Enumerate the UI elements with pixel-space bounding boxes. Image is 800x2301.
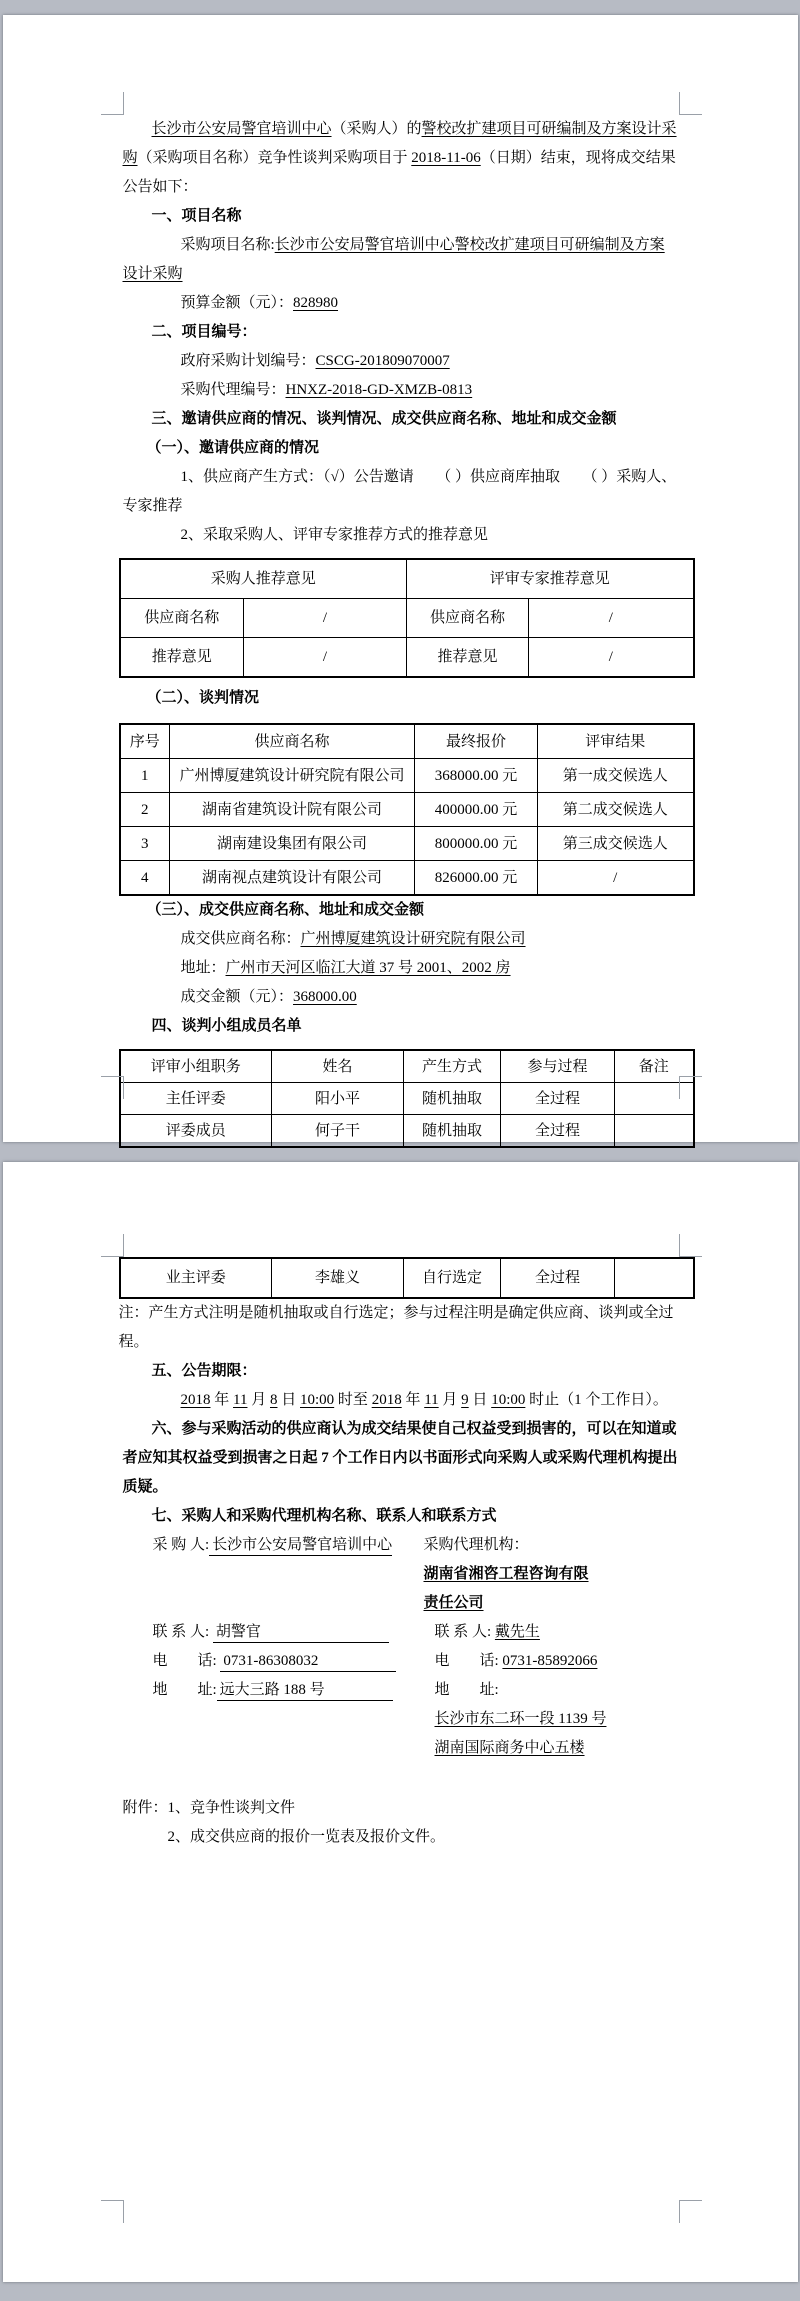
phone-value: 0731-86308032 xyxy=(220,1651,396,1672)
cell: / xyxy=(529,638,694,678)
cell: 推荐意见 xyxy=(407,638,529,678)
cell: 阳小平 xyxy=(272,1083,404,1115)
section-3-heading: 三、邀请供应商的情况、谈判情况、成交供应商名称、地址和成交金额 xyxy=(151,411,617,427)
cell: 第一成交候选人 xyxy=(538,759,694,793)
intro-paragraph: 长沙市公安局警官培训中心（采购人）的警校改扩建项目可研编制及方案设计采购（采购项目名称）竞争性谈判采购项目于 2018-11-06（日期）结束，现将成交结果公告如下： xyxy=(122,121,677,195)
section-7-heading: 七、采购人和采购代理机构名称、联系人和联系方式 xyxy=(151,1508,497,1524)
section-3-2-heading: （二）、谈判情况 xyxy=(146,690,260,706)
cell: 最终报价 xyxy=(415,724,538,759)
contact-value: 胡警官 xyxy=(213,1622,389,1643)
cell: 何子干 xyxy=(272,1115,404,1148)
cell: 推荐意见 xyxy=(120,638,244,678)
margin-corner-mark xyxy=(101,1076,124,1099)
section-3-3-heading: （三）、成交供应商名称、地址和成交金额 xyxy=(146,902,425,918)
document-page-2 xyxy=(3,1162,798,2282)
document-page-1 xyxy=(3,15,798,1142)
cell: 评审小组职务 xyxy=(120,1050,272,1083)
supplier-method-line: 1、供应商产生方式：（√）公告邀请 （ ）供应商库抽取 （ ）采购人、专家推荐 xyxy=(122,469,677,514)
cell xyxy=(615,1258,694,1298)
deal-amount-line: 成交金额（元）：368000.00 xyxy=(180,989,357,1005)
attachments-block xyxy=(123,1794,679,1852)
winner-address-line: 地址：广州市天河区临江大道 37 号 2001、2002 房 xyxy=(180,960,511,976)
margin-corner-mark xyxy=(679,1234,702,1257)
cell: 广州博厦建筑设计研究院有限公司 xyxy=(170,759,415,793)
cell: / xyxy=(538,861,694,896)
phone-label: 电 话: xyxy=(434,1653,499,1669)
announcement-period-line: 2018 年 11 月 8 日 10:00 时至 2018 年 11 月 9 日 10:00 时止（1 个工作日）。 xyxy=(180,1392,668,1408)
address-value: 长沙市东二环一段 1139 号湖南国际商务中心五楼 xyxy=(434,1711,607,1756)
cell: 随机抽取 xyxy=(404,1115,501,1148)
cell: 评委成员 xyxy=(120,1115,272,1148)
contact-value: 戴先生 xyxy=(494,1624,540,1640)
cell: 第三成交候选人 xyxy=(538,827,694,861)
address-label: 地 址: xyxy=(152,1682,217,1698)
attachment-item-1: 1、竞争性谈判文件 xyxy=(167,1800,296,1816)
attachment-item-2: 2、成交供应商的报价一览表及报价文件。 xyxy=(167,1829,446,1845)
phone-row xyxy=(123,1647,679,1676)
cell: 供应商名称 xyxy=(120,599,244,638)
section-1-heading: 一、项目名称 xyxy=(151,208,242,224)
cell: 3 xyxy=(120,827,170,861)
cell: 全过程 xyxy=(501,1083,615,1115)
cell: 序号 xyxy=(120,724,170,759)
agency-contact xyxy=(424,1618,679,1647)
section-4-heading: 四、谈判小组成员名单 xyxy=(151,1018,302,1034)
cell: 参与过程 xyxy=(501,1050,615,1083)
project-name-line: 采购项目名称:长沙市公安局警官培训中心警校改扩建项目可研编制及方案设计采购 xyxy=(122,237,665,282)
agency-label: 采购代理机构： xyxy=(423,1537,529,1553)
agency-phone xyxy=(424,1647,679,1676)
margin-corner-mark xyxy=(101,2200,124,2223)
cell: 826000.00 元 xyxy=(415,861,538,896)
cell: 业主评委 xyxy=(120,1258,272,1298)
cell: 姓名 xyxy=(272,1050,404,1083)
section-5-heading: 五、公告期限： xyxy=(151,1363,257,1379)
margin-corner-mark xyxy=(679,92,702,115)
cell: 供应商名称 xyxy=(170,724,415,759)
cell: 自行选定 xyxy=(404,1258,501,1298)
attachments-label: 附件： xyxy=(122,1800,168,1816)
cell: 李雄义 xyxy=(272,1258,404,1298)
contact-label: 联 系 人: xyxy=(152,1624,210,1640)
contact-label: 联 系 人: xyxy=(434,1624,492,1640)
cell: 湖南视点建筑设计有限公司 xyxy=(170,861,415,896)
cell: 评审专家推荐意见 xyxy=(407,559,694,599)
cell: 1 xyxy=(120,759,170,793)
phone-value: 0731-85892066 xyxy=(502,1653,598,1669)
cell: 采购人推荐意见 xyxy=(120,559,407,599)
purchaser-phone xyxy=(123,1647,424,1676)
cell: / xyxy=(244,599,407,638)
purchaser-agency-row xyxy=(123,1531,679,1618)
purchaser-value: 长沙市公安局警官培训中心 xyxy=(209,1535,392,1556)
address-label: 地 址: xyxy=(434,1682,499,1698)
cell: 全过程 xyxy=(501,1115,615,1148)
cell: 368000.00 元 xyxy=(415,759,538,793)
purchaser-contact xyxy=(123,1618,424,1647)
cell: 供应商名称 xyxy=(407,599,529,638)
agency-value: 湖南省湘咨工程咨询有限责任公司 xyxy=(423,1566,589,1611)
cell: 2 xyxy=(120,793,170,827)
page-1-content xyxy=(3,15,798,1148)
margin-corner-mark xyxy=(679,2200,702,2223)
cell: 湖南建设集团有限公司 xyxy=(170,827,415,861)
purchaser-address xyxy=(123,1676,424,1763)
winner-name-line: 成交供应商名称：广州博厦建筑设计研究院有限公司 xyxy=(180,931,526,947)
cell: 4 xyxy=(120,861,170,896)
panel-table xyxy=(119,1049,695,1148)
margin-corner-mark xyxy=(679,1076,702,1099)
recommendation-table xyxy=(119,558,695,678)
cell: / xyxy=(529,599,694,638)
negotiation-table xyxy=(119,723,695,896)
purchaser-block xyxy=(123,1531,424,1618)
cell xyxy=(615,1115,694,1148)
recommendation-line: 2、采取采购人、评审专家推荐方式的推荐意见 xyxy=(180,527,489,543)
cell: 评审结果 xyxy=(538,724,694,759)
agency-address xyxy=(424,1676,679,1763)
cell: 800000.00 元 xyxy=(415,827,538,861)
page-2-content xyxy=(3,1162,798,1852)
purchaser-label: 采 购 人: xyxy=(152,1537,210,1553)
panel-note-line: 注：产生方式注明是随机抽取或自行选定；参与过程注明是确定供应商、谈判或全过程。 xyxy=(118,1305,674,1350)
address-row xyxy=(123,1676,679,1763)
address-value: 远大三路 188 号 xyxy=(217,1680,393,1701)
agency-block xyxy=(424,1531,679,1618)
contact-name-row xyxy=(123,1618,679,1647)
cell: 湖南省建筑设计院有限公司 xyxy=(170,793,415,827)
phone-label: 电 话: xyxy=(152,1653,217,1669)
cell: 全过程 xyxy=(501,1258,615,1298)
cell: 400000.00 元 xyxy=(415,793,538,827)
cell: 随机抽取 xyxy=(404,1083,501,1115)
cell: / xyxy=(244,638,407,678)
section-2-heading: 二、项目编号： xyxy=(151,324,257,340)
panel-table-continued xyxy=(119,1257,695,1299)
cell: 备注 xyxy=(615,1050,694,1083)
section-6-paragraph: 六、参与采购活动的供应商认为成交结果使自己权益受到损害的，可以在知道或者应知其权益受到损害之日起 7 个工作日内以书面形式向采购人或采购代理机构提出质疑。 xyxy=(122,1421,678,1495)
margin-corner-mark xyxy=(101,92,124,115)
cell: 第二成交候选人 xyxy=(538,793,694,827)
margin-corner-mark xyxy=(101,1234,124,1257)
budget-line: 预算金额（元）：828980 xyxy=(180,295,339,311)
agent-number-line: 采购代理编号：HNXZ-2018-GD-XMZB-0813 xyxy=(180,382,473,398)
section-3-1-heading: （一）、邀请供应商的情况 xyxy=(146,440,320,456)
plan-number-line: 政府采购计划编号：CSCG-201809070007 xyxy=(180,353,450,369)
cell: 主任评委 xyxy=(120,1083,272,1115)
cell: 产生方式 xyxy=(404,1050,501,1083)
